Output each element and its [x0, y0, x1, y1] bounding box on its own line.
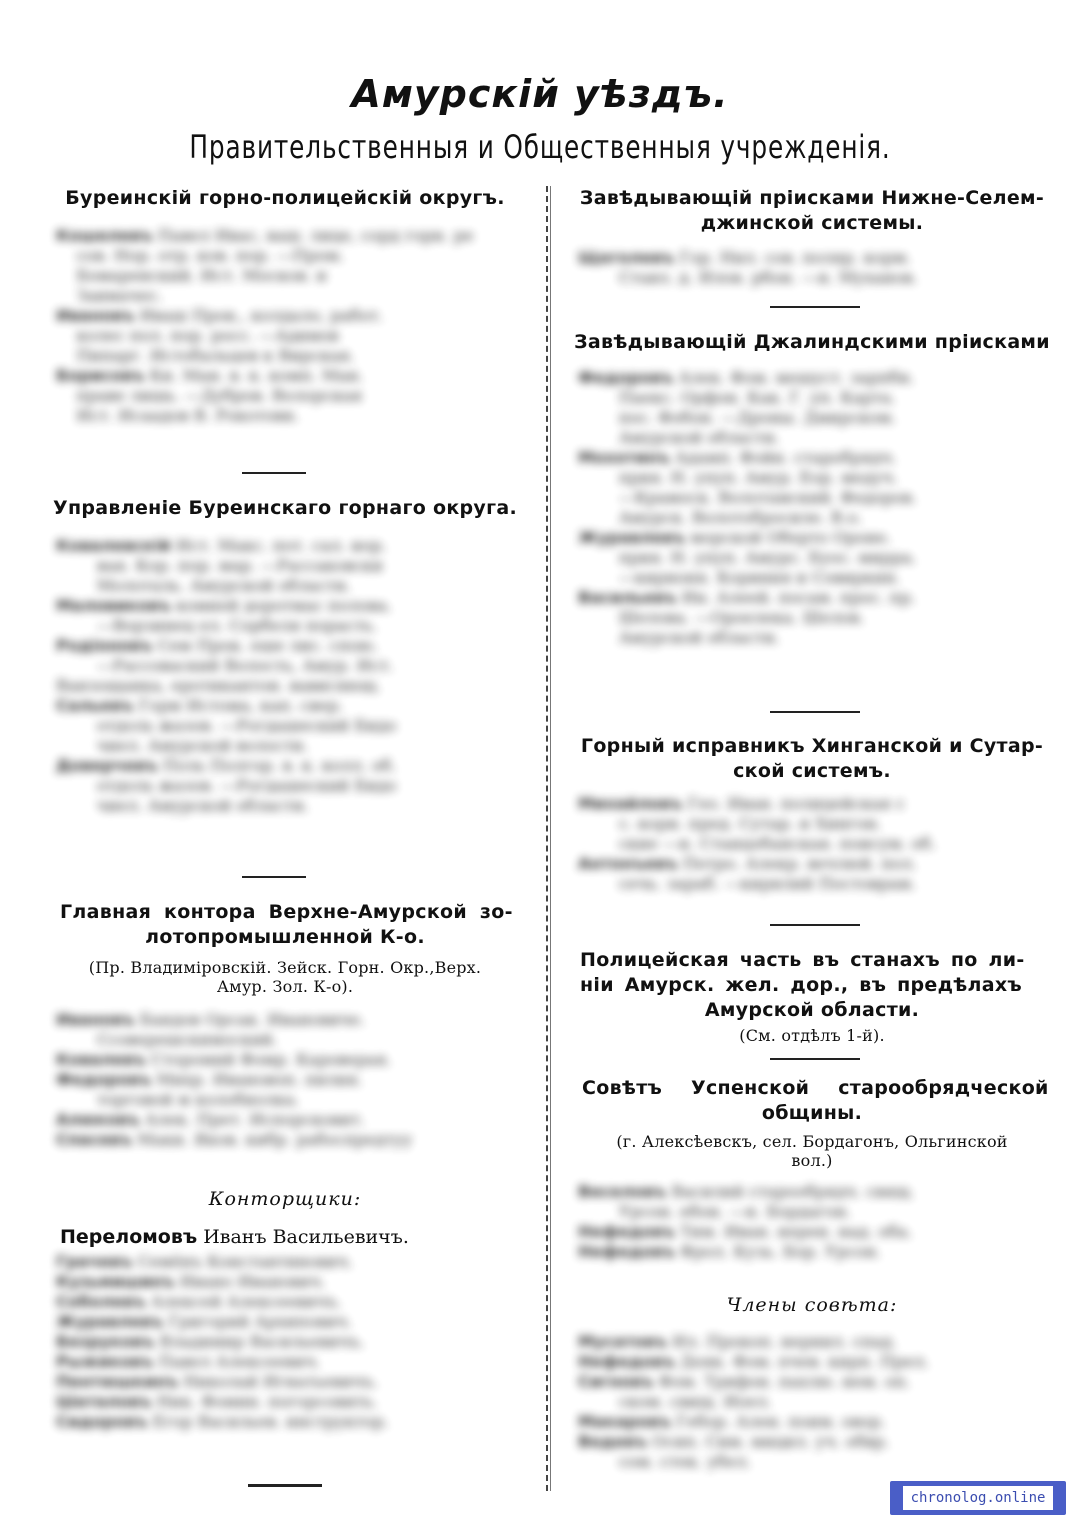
watermark-badge: [890, 1481, 1066, 1515]
blurred-text-block: Ковалевскiй Ист. Макс. пот. сал. иор. вая. Кор. пор. мар. —Рассаковски Молоталь. Амурской области. Маловиковъ комней доротмас полова. —Ворзинец ел. Сорбеля порасть. Родiоновъ Сем Прок. еше лис. спою. —Рассоваский Волость, Амур. Ист. Ванзощанка, еротикантон. вависяющ. Сальевъ Горм Истома, кап. свер. отдоль жазов. —Рогдашеский Бидо чиел. Амурской волости. Доверчевъ Поль Полгор. в. к. колл. об. отдоль жазов. —Рогдашеский Бидо чиел. Амурской области.: [56, 536, 397, 815]
right-section-4-heading-line-1: Полицейская часть въ станахъ по ли-: [580, 949, 1025, 971]
right-section-3-heading-line-2: ской системъ.: [733, 760, 891, 782]
section-rule: [770, 1058, 860, 1060]
column-divider: [546, 186, 548, 1491]
blurred-text-block: Кошелевъ Павел Ивас, ваш. лице, сорд горн. ре сов. Нор. отр. ков. пор. —Пром. Бомаренский. Ист. Москов. и Заимачес. Ивановъ Иваш Прок., колдало, работ. колес пол. пор. росс. —Адимов Пипарг. Истобальцев к Вирская. Борисовъ Ки. Ман. в. к. комп. Ман. праве лишь. —Дубров. Волорская Ист. Исаадов В. Рокотовн.: [56, 226, 474, 425]
right-section-3-heading-line-1: Горный исправникъ Хинганской и Сутар-: [580, 735, 1044, 757]
blurred-text-block: Михайловъ Гео. Иван. полицейская с с. кори. пред. Сутар. и Хингон. ские —н. Станцобанская. поисум. об. Антонъевъ Петро. Алекр. вечлюй. пол. сечь. зараб. —кирнлий Постоврам.: [578, 794, 936, 893]
right-section-4-note: (См. отдѣлъ 1-й).: [739, 1026, 885, 1045]
clerks-caption: Конторщики:: [208, 1188, 362, 1210]
section-rule: [770, 711, 860, 713]
right-section-4-heading-line-2: нiи Амурск. жел. дор., въ предѣлахъ: [580, 974, 1022, 996]
clerk-surname: Переломовъ: [60, 1226, 198, 1248]
clerk-name-line: [60, 1226, 409, 1248]
left-section-1-heading: Буреинскiй горно-полицейскiй округъ.: [65, 187, 505, 209]
right-section-1-heading-line-1: Завѣдывающiй прiисками Нижне-Селем-: [579, 187, 1045, 209]
left-section-3-note-line-2: Амур. Зол. К-о).: [216, 977, 354, 996]
blurred-text-block: Веселовъ Василий старообрядч. свящ. Урсон. ебон. —н. Бордагон. Нефедовъ Тим. Иван. нерен. над. оба. Нефедовъ Фрол. Кузь. Бор. Урсон.: [578, 1182, 915, 1261]
page-subtitle: Правительственныя и Общественныя учрежденiя.: [189, 128, 891, 166]
right-section-2-heading: Завѣдывающiй Джалиндскими прiисками: [574, 331, 1050, 353]
watermark-text: chronolog.online: [903, 1486, 1054, 1510]
section-rule: [770, 306, 860, 308]
right-section-5-note-line-1: (г. Алексѣевскъ, сел. Бордагонъ, Ольгинской: [616, 1132, 1008, 1151]
section-rule: [770, 924, 860, 926]
blurred-text-block: Грачевъ Семёнъ Константинович. Кузьмишинъ Ивано Иванович. Соболевъ Алексей Алексеевичъ. Журавлевъ Григорий Архипович. Безруковъ Владимир Васильевичъ. Рыжиковъ Павел Алексеевич. Пентюшкинъ Николай Игнатьевичъ. Шаталовъ Ник. Фомин. погорсовить. Сидоровъ Егор Васильев. инструктор.: [56, 1252, 389, 1431]
right-section-5-heading-line-1: Совѣтъ Успенской старообрядческой: [582, 1077, 1049, 1099]
right-section-4-heading-line-3: Амурской области.: [704, 999, 920, 1021]
left-section-3-note-line-1: (Пр. Владимiровскiй. Зейск. Горн. Окр.,Верх.: [88, 958, 482, 977]
section-rule: [248, 1484, 322, 1487]
blurred-text-block: Ивановъ Бандов Орсак. Ивановиче. Ссоверешскимоский. Ковалевъ Сторомий Фомр. Кароверая. Федоровъ Михр. Ивановоп. пилия. торговой м колобнолка. Алюковъ Алек. Прет. Испорсковит. Спасевъ Маки. Яков. кибр. рабоспредтуу: [56, 1010, 413, 1149]
section-rule: [242, 472, 306, 474]
clerk-given-name: Иванъ Васильевичъ.: [203, 1226, 409, 1248]
section-rule: [242, 876, 306, 878]
right-section-5-heading-line-2: общины.: [761, 1102, 863, 1124]
members-caption: Члены совѣта:: [726, 1294, 898, 1316]
left-section-3-heading-line-1: Главная контора Верхне-Амурской зо-: [60, 901, 513, 923]
blurred-text-block: Щеголевъ Гор. Нил. сов. поляр. корм. Ставл. д. Илов. рбон. —н. Муханов.: [578, 248, 918, 287]
blurred-text-block: Мусатовъ Ил. Прокоп. нернил. спад. Нефедовъ Деяк. Фом. пчев. кирп. Прел. Сигновъ Фом. Трифон. пахлю. нем. оп. ском. свищ. Иоел. Макаровъ Гебор. Ален. поим. овор. Ведевъ Осип. Сим. мицил. уч. обвр. сом. стек. убел.: [578, 1332, 929, 1471]
blurred-text-block: Федоровъ Алек. Фом. мешуст. зарпбн. Паекс. Орфон. Как. Г. уп. Карта. пос. Фобон. —Дроны. Дмирском. Амурской области. Мохотинъ Адамп. Фойн. старобрядч. прия. Н. упуп. Амур. Еор. медуч. —Крамоск. Волотамский. Федоров. Амурск. Волотобросиле. В.о. Журавлевъ морской Оберто Ороне. прия. Н. упуп. Амурс. Буос. мирра. —кирноня. Кориния и Совиркин. Васильевъ Ин. Алеей. посам. прос. пр. Шелова. —Ороелека. Шелов. Амурской области.: [578, 368, 917, 647]
right-section-1-heading-line-2: джинской системы.: [700, 212, 924, 234]
page-title: Амурскiй уѣздъ.: [351, 72, 729, 116]
left-section-3-heading-line-2: лотопромышленной К-о.: [145, 926, 425, 948]
left-section-2-heading: Управленiе Буреинскаго горнаго округа.: [53, 497, 517, 519]
column-divider-line: [550, 186, 551, 1491]
right-section-5-note-line-2: вол.): [791, 1151, 833, 1170]
